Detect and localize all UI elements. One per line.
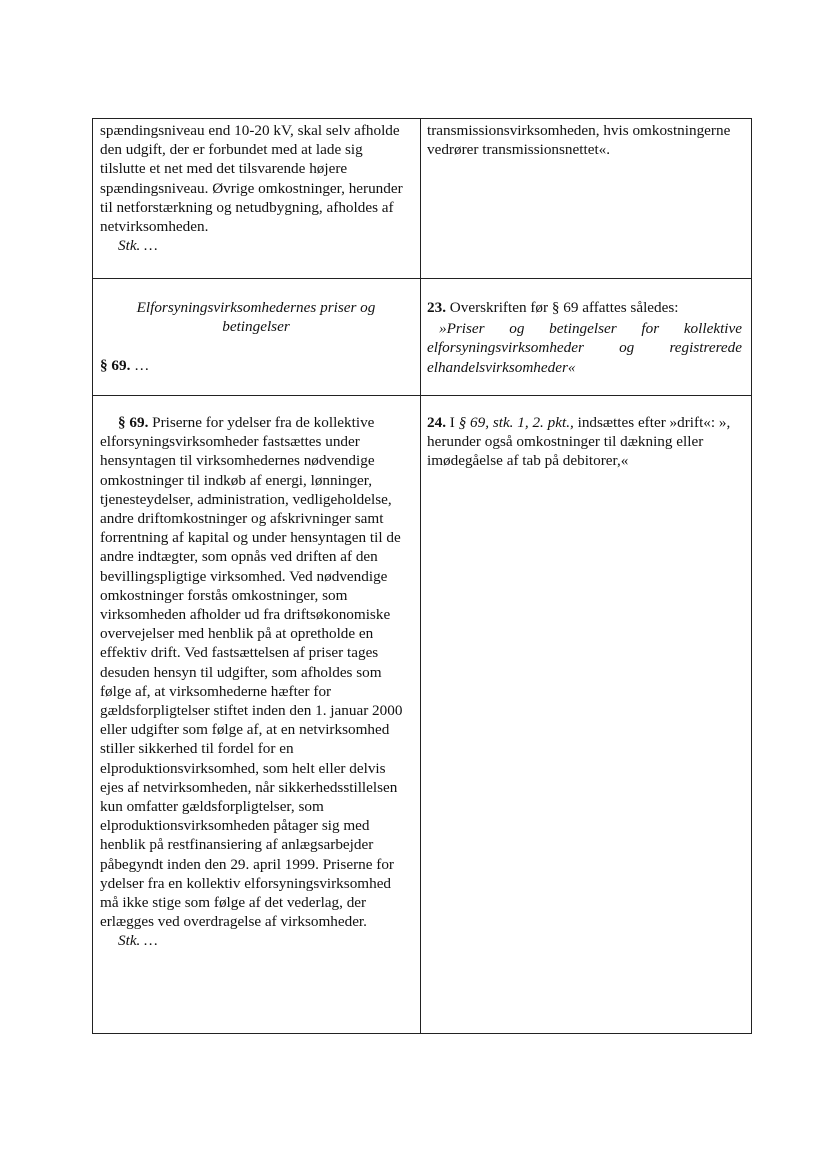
row3-left-text: Priserne for ydelser fra de kollektive elforsyningsvirksomheder fastsættes under hensyntagen til virksomhedernes nødvendige omkostninger til indkøb af energi, lønninger, tjenesteydelser, administration, vedligeholdelse, andre driftomkostninger og afskrivninger samt forrentning af kapital og under hensyntagen til de andre indtægter, som opnås ved driften af den bevillingspligtige virksomhed. Ved nødvendige omkostninger forstås omkostninger, som virksomheden afholder ud fra driftsøkonomiske overvejelser med henblik på at opretholde en effektiv drift. Ved fastsættelsen af priser tages desuden hensyn til udgifter, som afholdes som følge af, at virksomhederne hæfter for gældsforpligtelser stiftet inden den 1. januar 2000 eller udgifter som følge af, at en netvirksomhed stiller sikkerhed til fordel for en elproduktionsvirksomhed, som helt eller delvis ejes af netvirksomheden, når sikkerhedsstillelsen kun omfatter gældsforpligtelser, som elproduktionsvirksomheden påtager sig med henblik på restfinansiering af anlægsarbejder påbegyndt inden den 29. april 1999. Priserne for ydelser fra en kollektiv elforsyningsvirksomhed må ikke stige som følge af det vederlag, der erlægges ved overdragelse af virksomheder. [100, 414, 403, 931]
amendment-24-reference: § 69, stk. 1, 2. pkt., [458, 414, 574, 431]
row2-paragraph-rest: … [130, 357, 150, 375]
row2-right-cell [427, 298, 742, 377]
column-divider [420, 119, 421, 1033]
row1-right-cell [427, 121, 742, 159]
amendment-23-text: Overskriften før § 69 affattes således: [445, 299, 679, 316]
row3-paragraph-label: § 69. [118, 414, 149, 431]
amendment-23 [427, 298, 742, 317]
row1-left-stk: Stk. … [118, 237, 158, 255]
amendment-23-quote-line3: elhandelsvirksomheder« [427, 358, 576, 376]
amendment-24-text: indsættes efter »drift«: », herunder også omkostninger til dækning eller imødegåelse af tab på debitorer,« [427, 414, 731, 470]
row1-left-text: spændingsniveau end 10-20 kV, skal selv afholde den udgift, der er forbundet med at lade sig tilslutte et net med det tilsvarende højere spændingsniveau. Øvrige omkostninger, herunder til netforstærkning og netudbygning, afholdes af netvirksomheden. [100, 122, 403, 236]
row3-left-stk: Stk. … [118, 932, 158, 950]
row1-left-cell [100, 121, 412, 255]
row3-paragraph [100, 413, 412, 931]
amendment-24-number: 24. [427, 414, 446, 431]
section-heading-line1: Elforsyningsvirksomhedernes priser og [136, 299, 376, 316]
amendment-23-number: 23. [427, 299, 446, 316]
row3-left-cell [100, 413, 412, 951]
row-divider-1 [93, 278, 751, 279]
comparison-table [92, 118, 752, 1034]
row1-right-text: transmissionsvirksomheden, hvis omkostningerne vedrører transmissionsnettet«. [427, 122, 731, 159]
amendment-24-prefix: I [445, 414, 459, 431]
section-heading-line2: betingelser [222, 318, 290, 336]
row2-left-cell [100, 298, 412, 376]
amendment-23-quote-line1: »Priser og betingelser for kollektive [439, 320, 742, 338]
row2-paragraph [100, 356, 412, 375]
row-divider-2 [93, 395, 751, 396]
amendment-23-quote-line2: elforsyningsvirksomheder og registrerede [427, 339, 742, 357]
row3-right-cell [427, 413, 742, 471]
row2-paragraph-label: § 69. [100, 357, 131, 375]
amendment-24 [427, 413, 742, 471]
